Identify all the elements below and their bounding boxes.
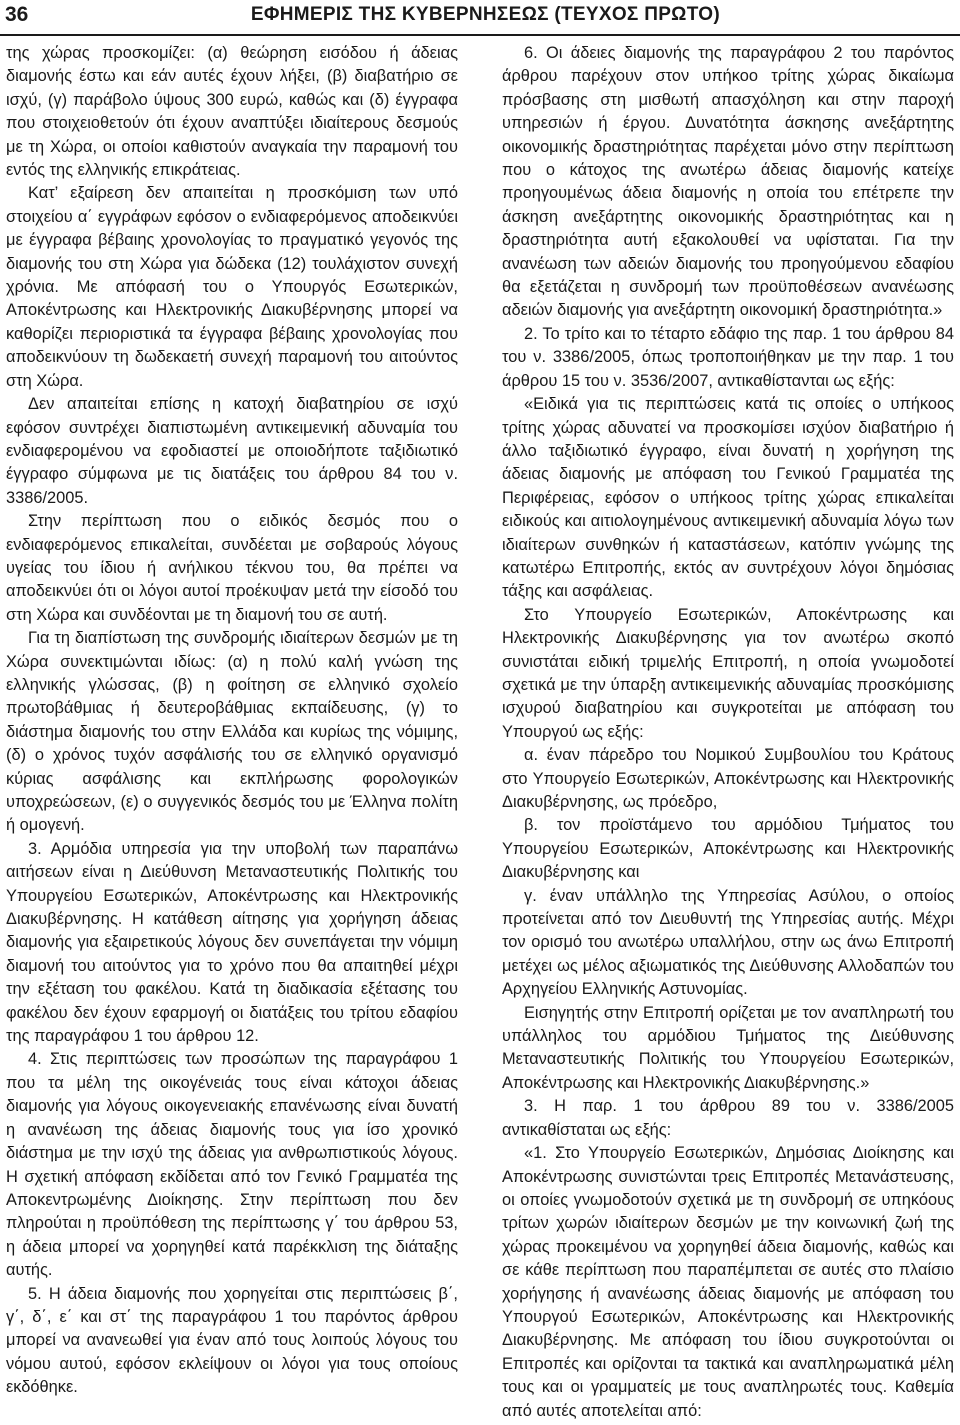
header-rule [0,34,960,36]
page-header [0,0,960,42]
paragraph: Στην περίπτωση που ο ειδικός δεσμός που ο ενδιαφερόμενος επικαλείται, συνδέεται με σοβαρούς λόγους υγείας του ίδιου ή ανήλικου τέκνου του, θα πρέπει να αποδεικνύει ότι οι λόγοι αυτοί προέκυψαν μετά την είσοδό του στη Χώρα και συνδέονται με τη διαμονή του σε αυτή. [6,512,458,624]
paragraph: β. τον προϊστάμενο του αρμόδιου Τμήματος του Υπουργείου Εσωτερικών, Αποκέντρωσης και Ηλεκτρονικής Διακυβέρνησης και [502,816,954,882]
paragraph: Κατ’ εξαίρεση δεν απαιτείται η προσκόμιση των υπό στοιχείου α΄ εγγράφων εφόσον ο ενδιαφερόμενος αποδεικνύει με έγγραφα βέβαιης χρονολογίας το πραγματικό γεγονός της διαμονής του στη Χώρα για δώδεκα (12) τουλάχιστον συνεχή χρόνια. Με απόφασή του ο Υπουργός Εσωτερικών, Αποκέντρωσης και Ηλεκτρονικής Διακυβέρνησης μπορεί να καθορίζει περιοριστικά τα έγγραφα βέβαιης χρονολογίας που αποδεικνύουν τη δωδεκαετή συνεχή παραμονή του αιτούντος στη Χώρα. [6,184,458,390]
paragraph: 2. Το τρίτο και το τέταρτο εδάφιο της παρ. 1 του άρθρου 84 του ν. 3386/2005, όπως τροποποιήθηκαν με την παρ. 1 του άρθρου 15 του ν. 3536/2007, αντικαθίστανται ως εξής: [502,324,954,390]
paragraph: Δεν απαιτείται επίσης η κατοχή διαβατηρίου σε ισχύ εφόσον συντρέχει διαπιστωμένη αντικειμενική αδυναμία του ενδιαφερομένου να εφοδιαστεί με οποιοδήποτε ταξιδιωτικό έγγραφο σύμφωνα με τις διατάξεις του άρθρου 84 του ν. 3386/2005. [6,395,458,507]
paragraph: Για τη διαπίστωση της συνδρομής ιδιαίτερων δεσμών με τη Χώρα συνεκτιμώνται ιδίως: (α) η πολύ καλή γνώση της ελληνικής γλώσσας, (β) η φοίτηση σε ελληνικό σχολείο πρωτοβάθμιας ή δευτεροβάθμιας εκπαίδευσης, (γ) το διάστημα διαμονής του στην Ελλάδα και κυρίως της νόμιμης, (δ) ο χρόνος τυχόν ασφάλισής του σε ελληνικό οργανισμό κύριας ασφάλισης και εκπλήρωσης φορολογικών υποχρεώσεων, (ε) ο συγγενικός δεσμός του με Έλληνα πολίτη ή ομογενή. [6,629,458,835]
gazette-title: ΕΦΗΜΕΡΙΣ ΤΗΣ ΚΥΒΕΡΝΗΣΕΩΣ (ΤΕΥΧΟΣ ΠΡΩΤΟ) [250,4,720,25]
paragraph: 3. Η παρ. 1 του άρθρου 89 του ν. 3386/2005 αντικαθίσταται ως εξής: [502,1097,954,1139]
paragraph: Εισηγητής στην Επιτροπή ορίζεται με τον αναπληρωτή του υπάλληλος του αρμόδιου Τμήματος της Διεύθυνσης Μεταναστευτικής Πολιτικής του Υπουργείου Εσωτερικών, Αποκέντρωσης και Ηλεκτρονικής Διακυβέρνησης.» [502,1003,954,1092]
paragraph: Στο Υπουργείο Εσωτερικών, Αποκέντρωσης και Ηλεκτρονικής Διακυβέρνησης για τον ανωτέρω σκοπό συνιστάται ειδική τριμελής Επιτροπή, η οποία γνωμοδοτεί σχετικά με την ύπαρξη αντικειμενικής αδυναμίας προσκόμισης ισχυρού διαβατηρίου και συγκροτείται με απόφαση του Υπουργού ως εξής: [502,605,954,741]
paragraph: 5. Η άδεια διαμονής που χορηγείται στις περιπτώσεις β΄, γ΄, δ΄, ε΄ και στ΄ της παραγράφου 1 του παρόντος άρθρου μπορεί να ανανεωθεί για έναν από τους λοιπούς λόγους του νόμου αυτού, εφόσον εκλείψουν οι λόγοι για τους οποίους εκδόθηκε. [6,1284,458,1397]
paragraph: «Ειδικά για τις περιπτώσεις κατά τις οποίες ο υπήκοος τρίτης χώρας αδυνατεί να προσκομίσει ισχύον διαβατήριο ή άλλο ταξιδιωτικό έγγραφο, είναι δυνατή η χορήγηση της άδειας διαμονής με απόφαση του Γενικού Γραμματέα της Περιφέρειας, εφόσον ο υπήκοος τρίτης χώρας επικαλείται ειδικούς και αιτιολογημένους αντικειμενική αδυναμία λόγω των ιδιαίτερων συνθηκών ή καταστάσεων, κατόπιν γνώμης της κατωτέρω Επιτροπής, εκτός αν συντρέχουν λόγοι δημόσιας τάξης και ασφάλειας. [502,395,954,601]
paragraph: α. έναν πάρεδρο του Νομικού Συμβουλίου του Κράτους στο Υπουργείο Εσωτερικών, Αποκέντρωσης και Ηλεκτρονικής Διακυβέρνησης, ως πρόεδρο, [502,746,954,811]
paragraph: 6. Οι άδειες διαμονής της παραγράφου 2 του παρόντος άρθρου παρέχουν στον υπήκοο τρίτης χώρας δικαίωμα πρόσβασης στη μισθωτή απασχόληση και στην παροχή υπηρεσιών ή έργου. Δυνατότητα άσκησης ανεξάρτητης οικονομικής δραστηριότητας παρέχεται μόνο στην περίπτωση που ο κάτοχος της ανωτέρω άδειας διαμονής κατείχε προηγουμένως άδεια διαμονής η οποία του επέτρεπε την άσκηση ανεξάρτητης οικονομικής δραστηριότητας και η δραστηριότητα αυτή εξακολουθεί να υφίσταται. Για την ανανέωση των αδειών διαμονής του προηγούμενου εδαφίου θα εξετάζεται η συνδρομή των προϋποθέσεων ανανέωσης αδειών διαμονής για ανεξάρτητη οικονομική δραστηριότητα.» [502,44,954,320]
page-number: 36 [5,3,29,26]
left-column [6,42,458,1400]
paragraph: 4. Στις περιπτώσεις των προσώπων της παραγράφου 1 που τα μέλη της οικογένειάς τους είναι κάτοχοι άδειας διαμονής για λόγους οικογενειακής επανένωσης είναι δυνατή η ανανέωση της άδειας διαμονής τους για ίσο χρονικό διάστημα με την ισχύ της άδειας για ανθρωπιστικούς λόγους. Η σχετική απόφαση εκδίδεται από τον Γενικό Γραμματέα της Αποκεντρωμένης Διοίκησης. Στην περίπτωση που δεν πληρούται η προϋπόθεση της περίπτωσης γ΄ του άρθρου 53, η άδεια μπορεί να χορηγηθεί κατά παρέκκλιση της διάταξης αυτής. [6,1050,458,1280]
paragraph: «1. Στο Υπουργείο Εσωτερικών, Δημόσιας Διοίκησης και Αποκέντρωσης συνιστώνται τρεις Επιτροπές Μετανάστευσης, οι οποίες γνωμοδοτούν σχετικά με τη συνδρομή σε υπηκόους τρίτων χωρών ιδιαίτερων δεσμών με την κοινωνική ζωή της χώρας προκειμένου να χορηγηθεί άδεια διαμονής, καθώς και σε κάθε περίπτωση που παραπέμπεται σε αυτές στο πλαίσιο χορήγησης ή ανανέωσης άδειας διαμονής με απόφαση του Υπουργού Εσωτερικών, Αποκέντρωσης και Ηλεκτρονικής Διακυβέρνησης. Με απόφαση του ίδιου συγκροτούνται οι Επιτροπές και ορίζονται τα τακτικά και αναπληρωματικά μέλη τους και οι γραμματείς με τους αναπληρωτές τους. Καθεμία από αυτές αποτελείται από: [502,1144,954,1420]
paragraph: της χώρας προσκομίζει: (α) θεώρηση εισόδου ή άδειας διαμονής έστω και εάν αυτές έχουν λήξει, (β) διαβατήριο σε ισχύ, (γ) παράβολο ύψους 300 ευρώ, καθώς και (δ) έγγραφα που στοιχειοθετούν ότι έχουν αναπτύξει ιδιαίτερους δεσμούς με τη Χώρα, οι οποίοι καθιστούν αναγκαία την παραμονή του εντός της ελληνικής επικράτειας. [6,44,458,180]
right-column [502,42,954,1423]
paragraph: γ. έναν υπάλληλο της Υπηρεσίας Ασύλου, ο οποίος προτείνεται από τον Διευθυντή της Υπηρεσίας αυτής. Μέχρι τον ορισμό του ανωτέρω υπαλλήλου, στην ως άνω Επιτροπή μετέχει ως μέλος αξιωματικός της Διεύθυνσης Αλλοδαπών του Αρχηγείου Ελληνικής Αστυνομίας. [502,886,954,999]
paragraph: 3. Αρμόδια υπηρεσία για την υποβολή των παραπάνω αιτήσεων είναι η Διεύθυνση Μεταναστευτικής Πολιτικής του Υπουργείου Εσωτερικών, Αποκέντρωσης και Ηλεκτρονικής Διακυβέρνησης. Η κατάθεση αίτησης για χορήγηση άδειας διαμονής για εξαιρετικούς λόγους δεν συνεπάγεται την νόμιμη διαμονή του αιτούντος για το χρόνο που θα απαιτηθεί μέχρι την εξέταση του φακέλου. Κατά τη διαδικασία εξέτασης του φακέλου δεν έχουν εφαρμογή οι διατάξεις του τρίτου εδαφίου της παραγράφου 1 του άρθρου 12. [6,839,458,1046]
